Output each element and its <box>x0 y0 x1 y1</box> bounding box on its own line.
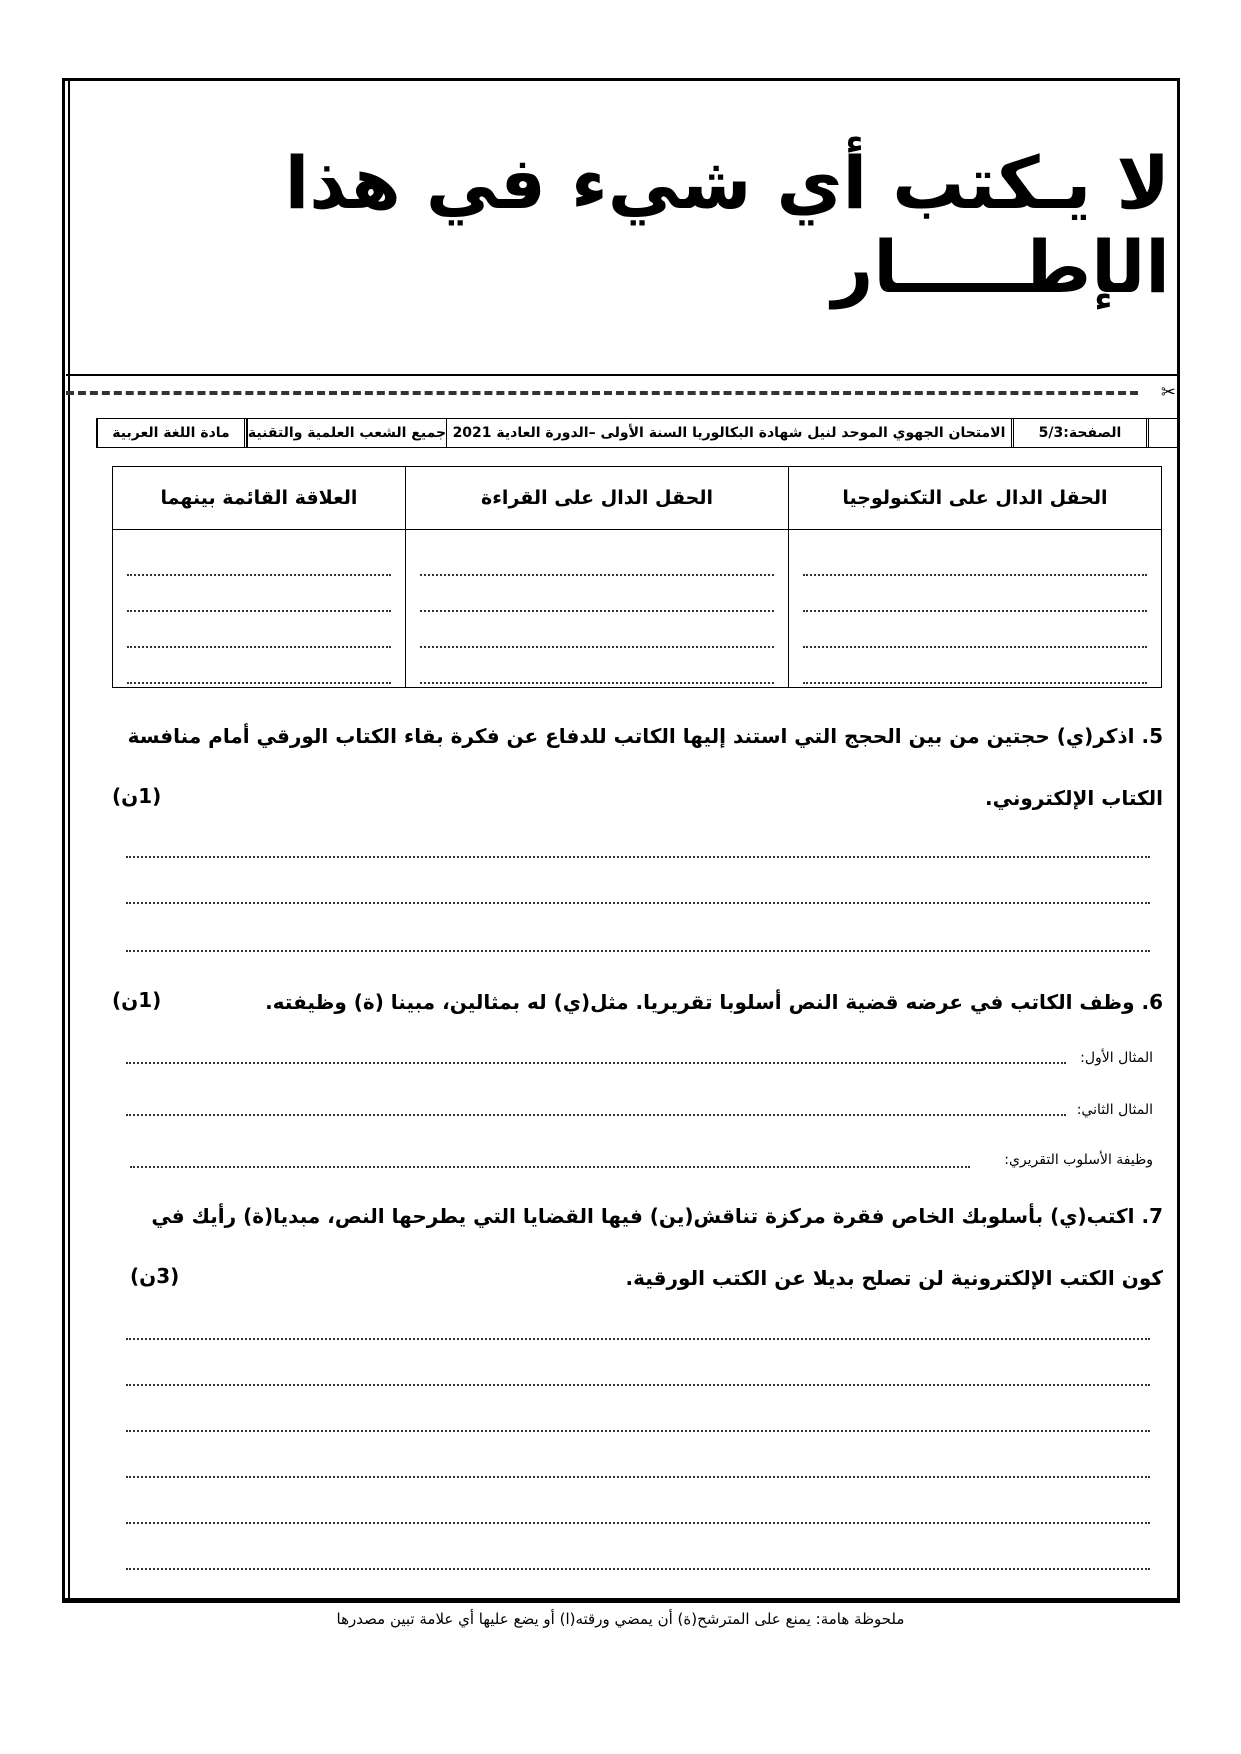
function-label: وظيفة الأسلوب التقريري: <box>1004 1152 1153 1168</box>
answer-line <box>127 542 391 576</box>
cut-line-solid <box>66 374 1178 376</box>
example-2-label: المثال الثاني: <box>1076 1102 1153 1118</box>
table-answer-row <box>113 530 1162 688</box>
answer-line[interactable] <box>126 902 1150 904</box>
answer-line <box>420 614 774 648</box>
answer-line <box>420 650 774 684</box>
example-1-label: المثال الأول: <box>1080 1050 1153 1066</box>
cut-line-dashed <box>66 391 1138 395</box>
answer-line[interactable] <box>126 1338 1150 1340</box>
table-header-relation: العلاقة القائمة بينهما <box>113 467 406 530</box>
answer-line <box>420 542 774 576</box>
answer-line[interactable] <box>126 1114 1066 1116</box>
answer-line <box>127 614 391 648</box>
table-header-technology: الحقل الدال على التكنولوجيا <box>789 467 1162 530</box>
answer-line <box>803 614 1147 648</box>
answer-line <box>803 650 1147 684</box>
do-not-write-banner: لا يـكتب أي شيء في هذا الإطـــــار <box>284 141 1170 309</box>
answer-line[interactable] <box>126 1568 1150 1570</box>
question-6-score: (1ن) <box>112 988 162 1012</box>
header-page: الصفحة:5/3 <box>1014 419 1149 447</box>
question-7-score: (3ن) <box>130 1264 180 1288</box>
header-exam: الامتحان الجهوي الموحد لنيل شهادة البكالوريا السنة الأولى –الدورة العادية 2021 <box>446 419 1014 447</box>
question-7-line-1: 7. اكتب(ي) بأسلوبك الخاص فقرة مركزة تناقش(ين) فيها القضايا التي يطرحها النص، مبديا(ة) رأيك في <box>151 1204 1163 1228</box>
answer-cell-technology[interactable] <box>789 530 1162 688</box>
header-subject: مادة اللغة العربية <box>97 419 247 447</box>
question-5-line-2: الكتاب الإلكتروني. <box>985 786 1163 810</box>
table-header-row <box>113 467 1162 530</box>
table-header-reading: الحقل الدال على القراءة <box>406 467 789 530</box>
scissors-icon: ✂ <box>1160 382 1176 403</box>
answer-line[interactable] <box>126 1430 1150 1432</box>
answer-line <box>127 578 391 612</box>
answer-cell-reading[interactable] <box>406 530 789 688</box>
question-5-score: (1ن) <box>112 784 162 808</box>
question-7-line-2: كون الكتب الإلكترونية لن تصلح بديلا عن الكتب الورقية. <box>625 1266 1163 1290</box>
footer-note: ملحوظة هامة: يمنع على المترشح(ة) أن يمضي ورقته(ا) أو يضع عليها أي علامة تبين مصدرها <box>336 1610 905 1628</box>
answer-line[interactable] <box>126 1062 1066 1064</box>
frame-bottom-rule <box>62 1598 1180 1600</box>
cut-line <box>66 374 1178 403</box>
question-6-line-1: 6. وظف الكاتب في عرضه قضية النص أسلوبا تقريريا. مثل(ي) له بمثالين، مبينا (ة) وظيفته. <box>265 990 1163 1014</box>
answer-line[interactable] <box>126 1384 1150 1386</box>
semantic-fields-table <box>112 466 1162 688</box>
answer-line[interactable] <box>126 856 1150 858</box>
exam-header <box>96 418 1178 448</box>
answer-line[interactable] <box>126 1476 1150 1478</box>
frame-inner-rule <box>68 78 70 1603</box>
answer-line[interactable] <box>130 1166 970 1168</box>
answer-line <box>420 578 774 612</box>
answer-line <box>803 578 1147 612</box>
answer-cell-relation[interactable] <box>113 530 406 688</box>
answer-line[interactable] <box>126 950 1150 952</box>
answer-line <box>803 542 1147 576</box>
question-5-line-1: 5. اذكر(ي) حجتين من بين الحجج التي استند إليها الكاتب للدفاع عن فكرة بقاء الكتاب الورقي أمام منافسة <box>127 724 1163 748</box>
answer-line[interactable] <box>126 1522 1150 1524</box>
answer-line <box>127 650 391 684</box>
header-streams: جميع الشعب العلمية والتقنية <box>247 419 446 447</box>
